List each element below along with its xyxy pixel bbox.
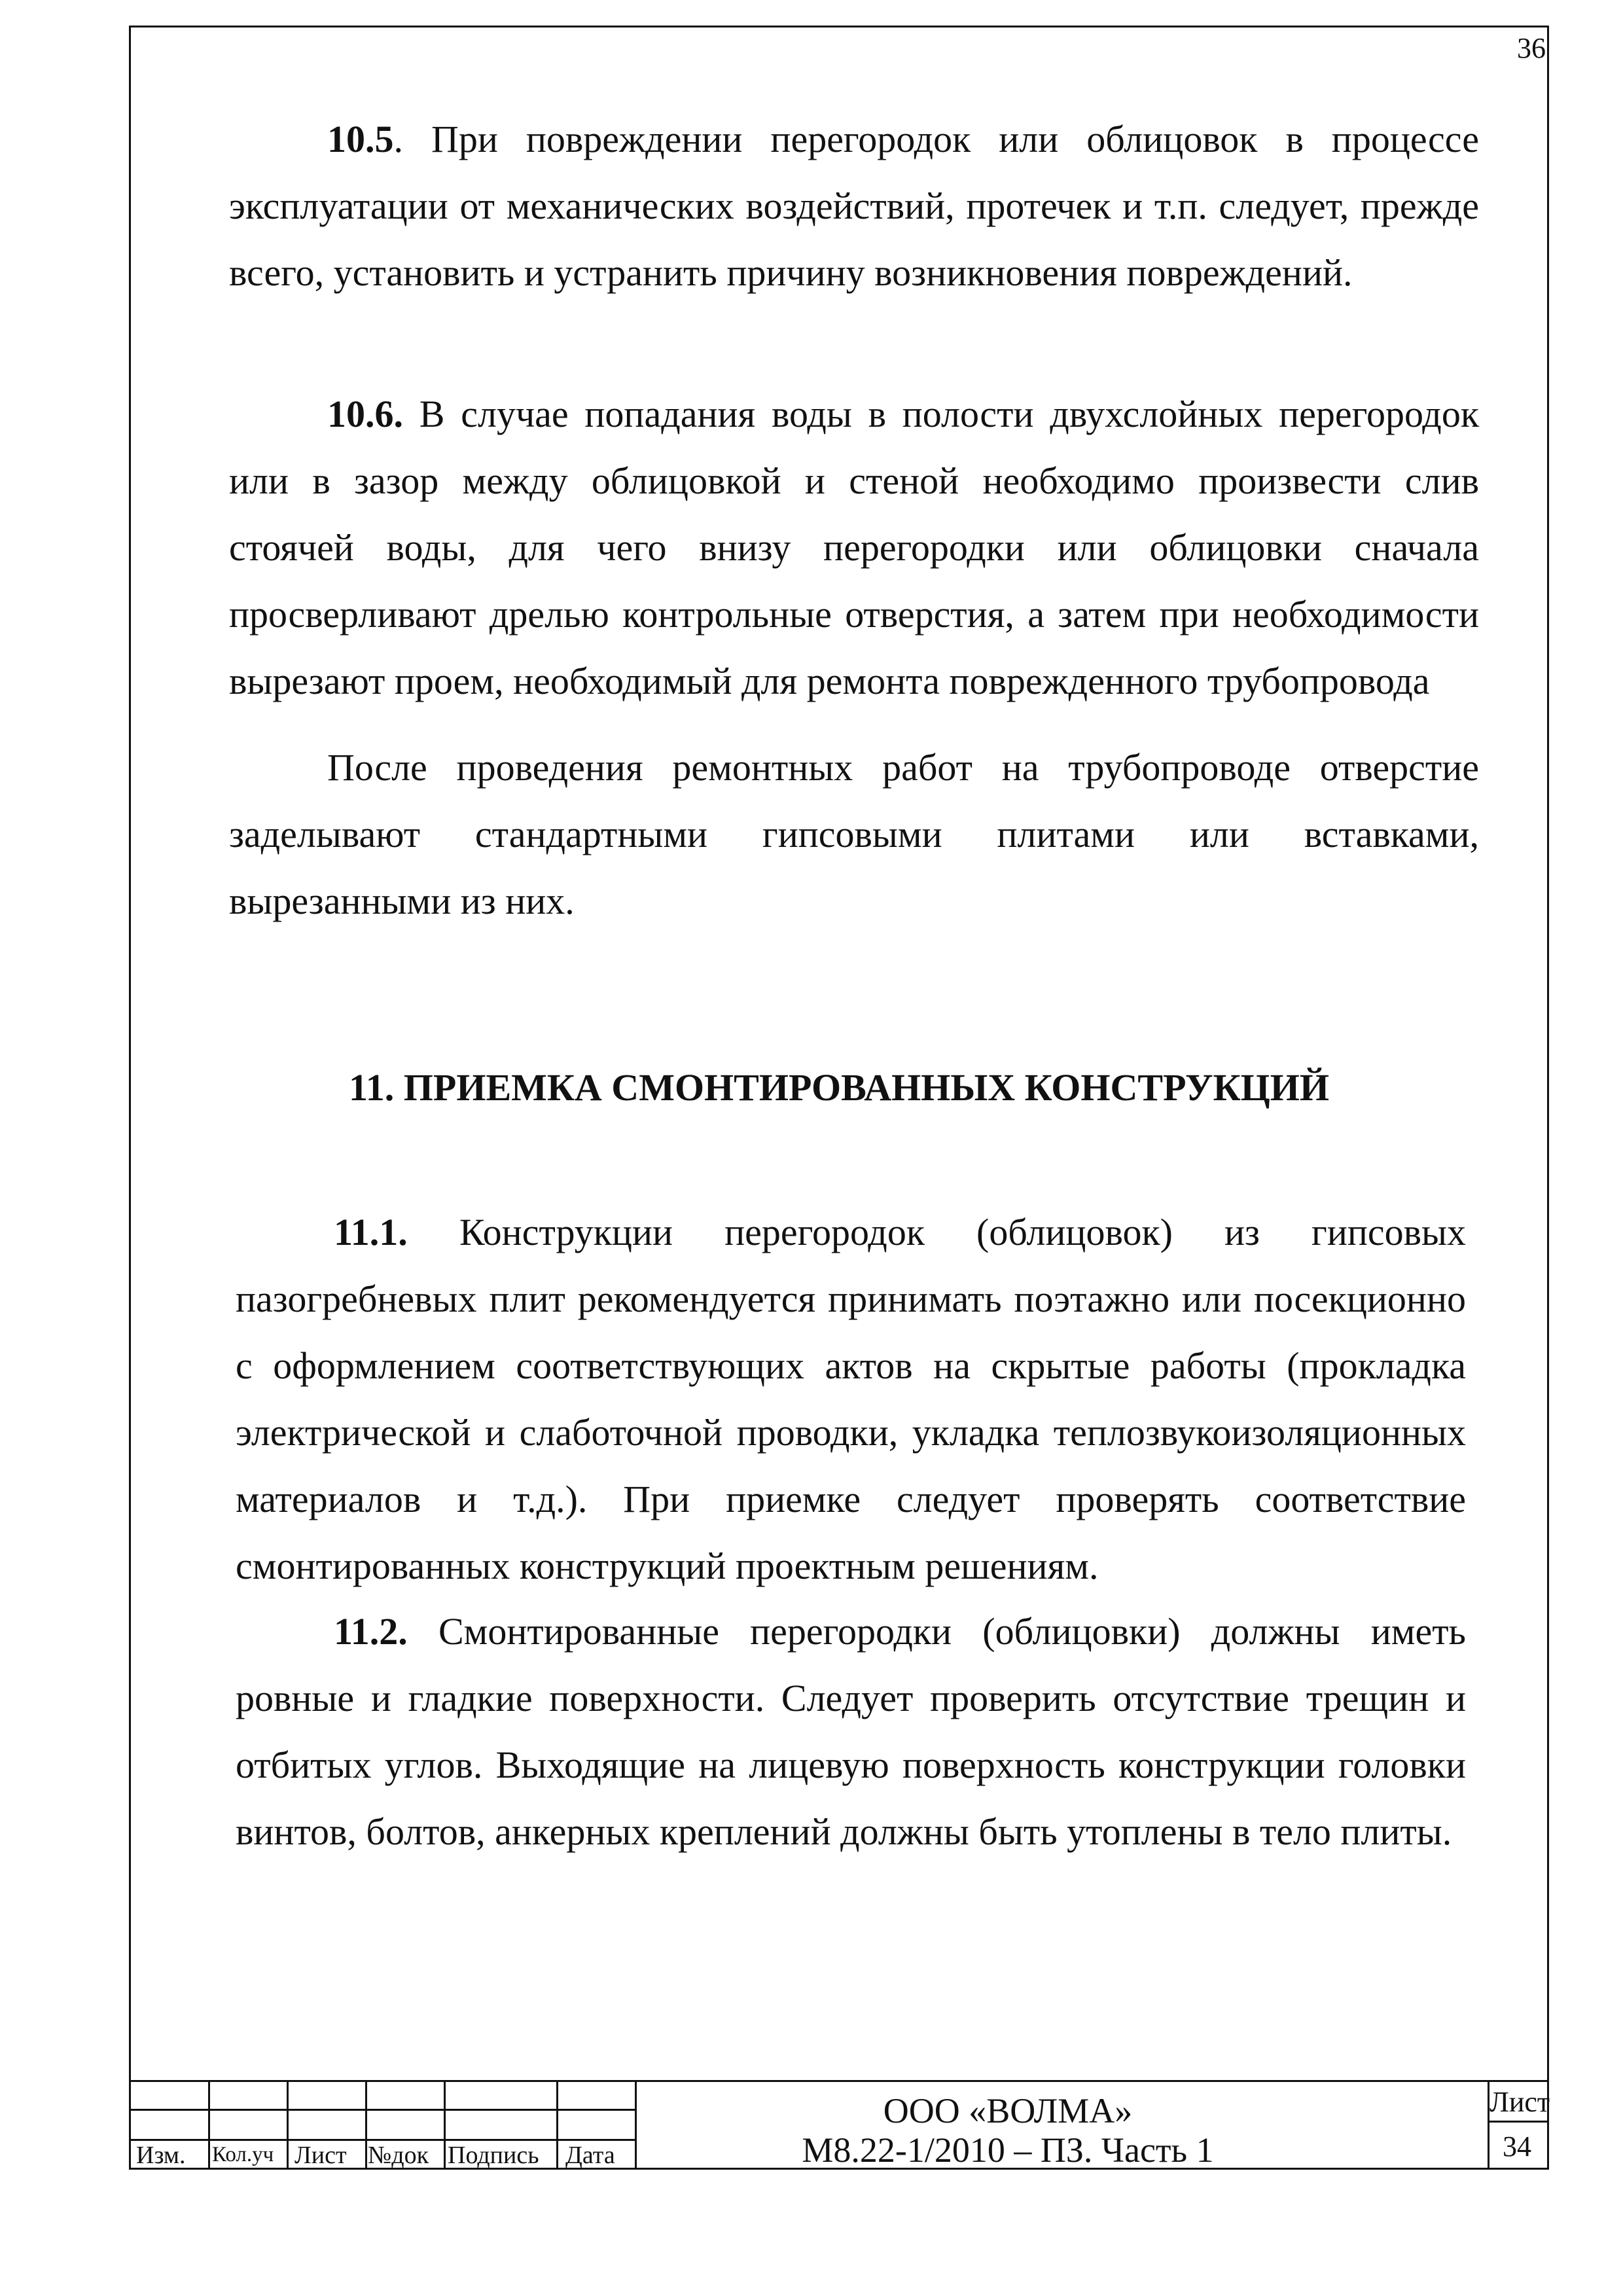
- paragraph-text: После проведения ремонтных работ на трубопроводе отверстие заделывают стандартными гипсовыми плитами или вставками, вырезанными из них.: [229, 746, 1479, 922]
- title-block-row-line: [131, 2109, 635, 2111]
- title-block-row-line: [131, 2139, 635, 2141]
- document-code: М8.22-1/2010 – ПЗ. Часть 1: [802, 2130, 1214, 2170]
- paragraph-number: 10.6.: [327, 393, 403, 435]
- col-ndok-label: №док: [368, 2142, 429, 2169]
- paragraph-number: 11.2.: [334, 1610, 408, 1653]
- paragraph-11-1: [236, 1199, 1466, 1600]
- title-block-col-line: [444, 2080, 446, 2170]
- col-data-label: Дата: [565, 2142, 615, 2169]
- col-list-label: Лист: [294, 2142, 347, 2169]
- paragraph-after-repair: [229, 734, 1479, 935]
- sheet-cell-divider: [1488, 2121, 1547, 2123]
- col-podpis-label: Подпись: [448, 2142, 539, 2169]
- paragraph-11-2: [236, 1598, 1466, 1865]
- paragraph-10-5: [229, 106, 1479, 306]
- title-block-col-line: [365, 2080, 367, 2170]
- paragraph-text: Конструкции перегородок (облицовок) из гипсовых пазогребневых плит рекомендуется принимать поэтажно или посекционно с оформлением соответствующих актов на скрытые работы (прокладка электрической и слаботочной проводки, укладка теплозвукоизоляционных материалов и т.д.). При приемке следует проверять соответствие смонтированных конструкций проектным решениям.: [236, 1211, 1466, 1587]
- title-block-col-line: [208, 2080, 210, 2170]
- organization-name: ООО «ВОЛМА»: [883, 2091, 1133, 2130]
- paragraph-number: 11.1.: [334, 1211, 408, 1253]
- paragraph-10-6: [229, 381, 1479, 715]
- title-block-col-line: [556, 2080, 558, 2170]
- page-frame: [129, 26, 1549, 2170]
- paragraph-text: В случае попадания воды в полости двухслойных перегородок или в зазор между облицовкой и стеной необходимо произвести слив стоячей воды, для чего внизу перегородки или облицовки сначала просверливают дрелью контрольные отверстия, а затем при необходимости вырезают проем, необходимый для ремонта поврежденного трубопровода: [229, 393, 1479, 702]
- col-kol-label: Кол.уч: [212, 2143, 274, 2166]
- title-block-top-border: [131, 2080, 1547, 2082]
- title-block: [131, 2080, 1550, 2170]
- top-page-number: 36: [1517, 32, 1546, 64]
- paragraph-text: Смонтированные перегородки (облицовки) должны иметь ровные и гладкие поверхности. Следует проверить отсутствие трещин и отбитых углов. Выходящие на лицевую поверхность конструкции головки винтов, болтов, анкерных креплений должны быть утоплены в тело плиты.: [236, 1610, 1466, 1853]
- paragraph-number: 10.5: [327, 118, 394, 160]
- sheet-label: Лист: [1489, 2086, 1550, 2118]
- sheet-number: 34: [1503, 2130, 1531, 2162]
- paragraph-text: . При повреждении перегородок или облицовок в процессе эксплуатации от механических воздействий, протечек и т.п. следует, прежде всего, установить и устранить причину возникновения повреждений.: [229, 118, 1479, 294]
- section-heading-11: 11. ПРИЕМКА СМОНТИРОВАННЫХ КОНСТРУКЦИЙ: [348, 1066, 1330, 1109]
- title-block-col-line: [287, 2080, 289, 2170]
- col-izm-label: Изм.: [136, 2142, 186, 2169]
